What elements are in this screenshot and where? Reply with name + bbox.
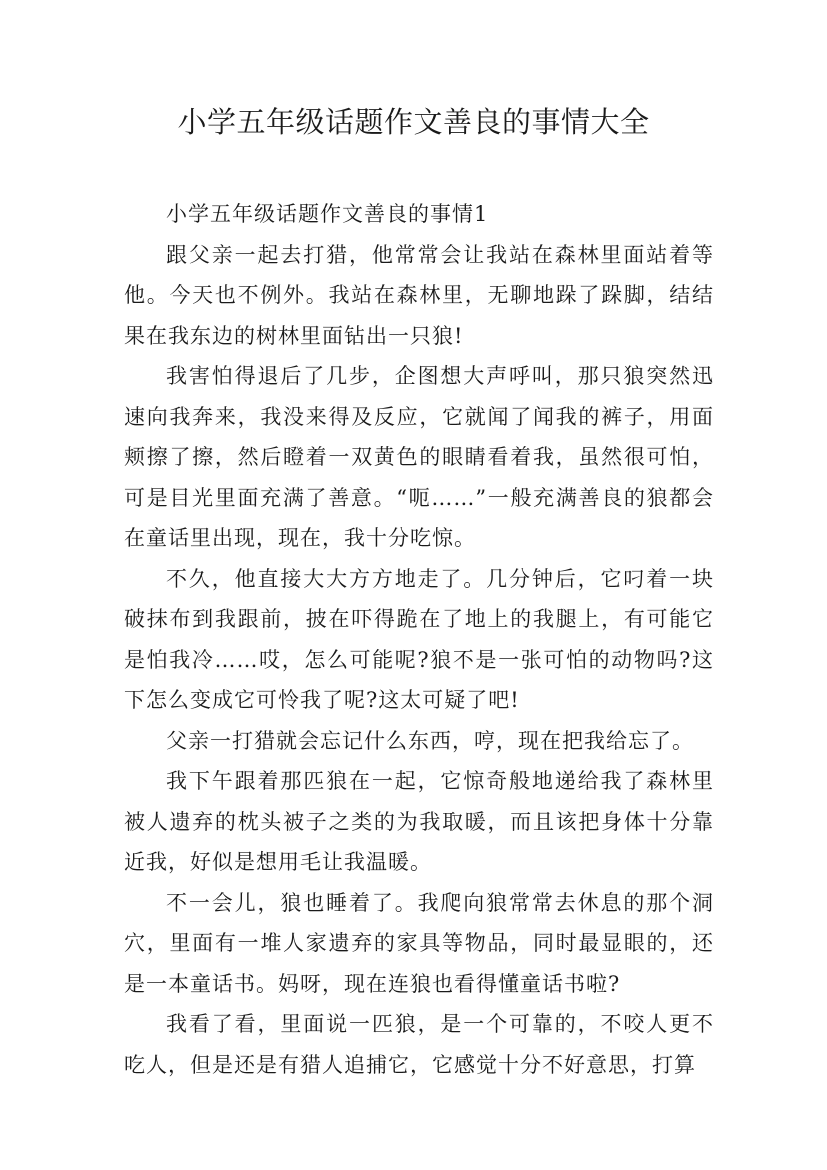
document-body <box>124 194 714 1085</box>
paragraph: 我下午跟着那匹狼在一起，它惊奇般地递给我了森林里被人遗弃的枕头被子之类的为我取暖，而且该把身体十分靠近我，好似是想用毛让我温暖。 <box>124 769 714 874</box>
paragraph: 我看了看，里面说一匹狼，是一个可靠的，不咬人更不吃人，但是还是有猎人追捕它，它感觉十分不好意思，打算 <box>124 1012 714 1077</box>
paragraph: 跟父亲一起去打猎，他常常会让我站在森林里面站着等他。今天也不例外。我站在森林里，无聊地跺了跺脚，结结果在我东边的树林里面钻出一只狼! <box>124 242 714 348</box>
paragraph: 父亲一打猎就会忘记什么东西，哼，现在把我给忘了。 <box>166 728 694 753</box>
paragraph-subtitle: 小学五年级话题作文善良的事情1 <box>166 202 489 226</box>
paragraph: 我害怕得退后了几步，企图想大声呼叫，那只狼突然迅速向我奔来，我没来得及反应，它就闻了闻我的裤子，用面颊擦了擦，然后瞪着一双黄色的眼睛看着我，虽然很可怕，可是目光里面充满了善意。“呃……”一般充满善良的狼都会在童话里出现，现在，我十分吃惊。 <box>124 364 714 550</box>
paragraph: 不一会儿，狼也睡着了。我爬向狼常常去休息的那个洞穴，里面有一堆人家遗弃的家具等物品，同时最显眼的，还是一本童话书。妈呀，现在连狼也看得懂童话书啦? <box>124 890 714 996</box>
paragraph: 不久，他直接大大方方地走了。几分钟后，它叼着一块破抹布到我跟前，披在吓得跪在了地上的我腿上，有可能它是怕我冷……哎，怎么可能呢?狼不是一张可怕的动物吗?这下怎么变成它可怜我了呢?这太可疑了吧! <box>124 566 714 712</box>
document-title: 小学五年级话题作文善良的事情大全 <box>177 105 650 139</box>
